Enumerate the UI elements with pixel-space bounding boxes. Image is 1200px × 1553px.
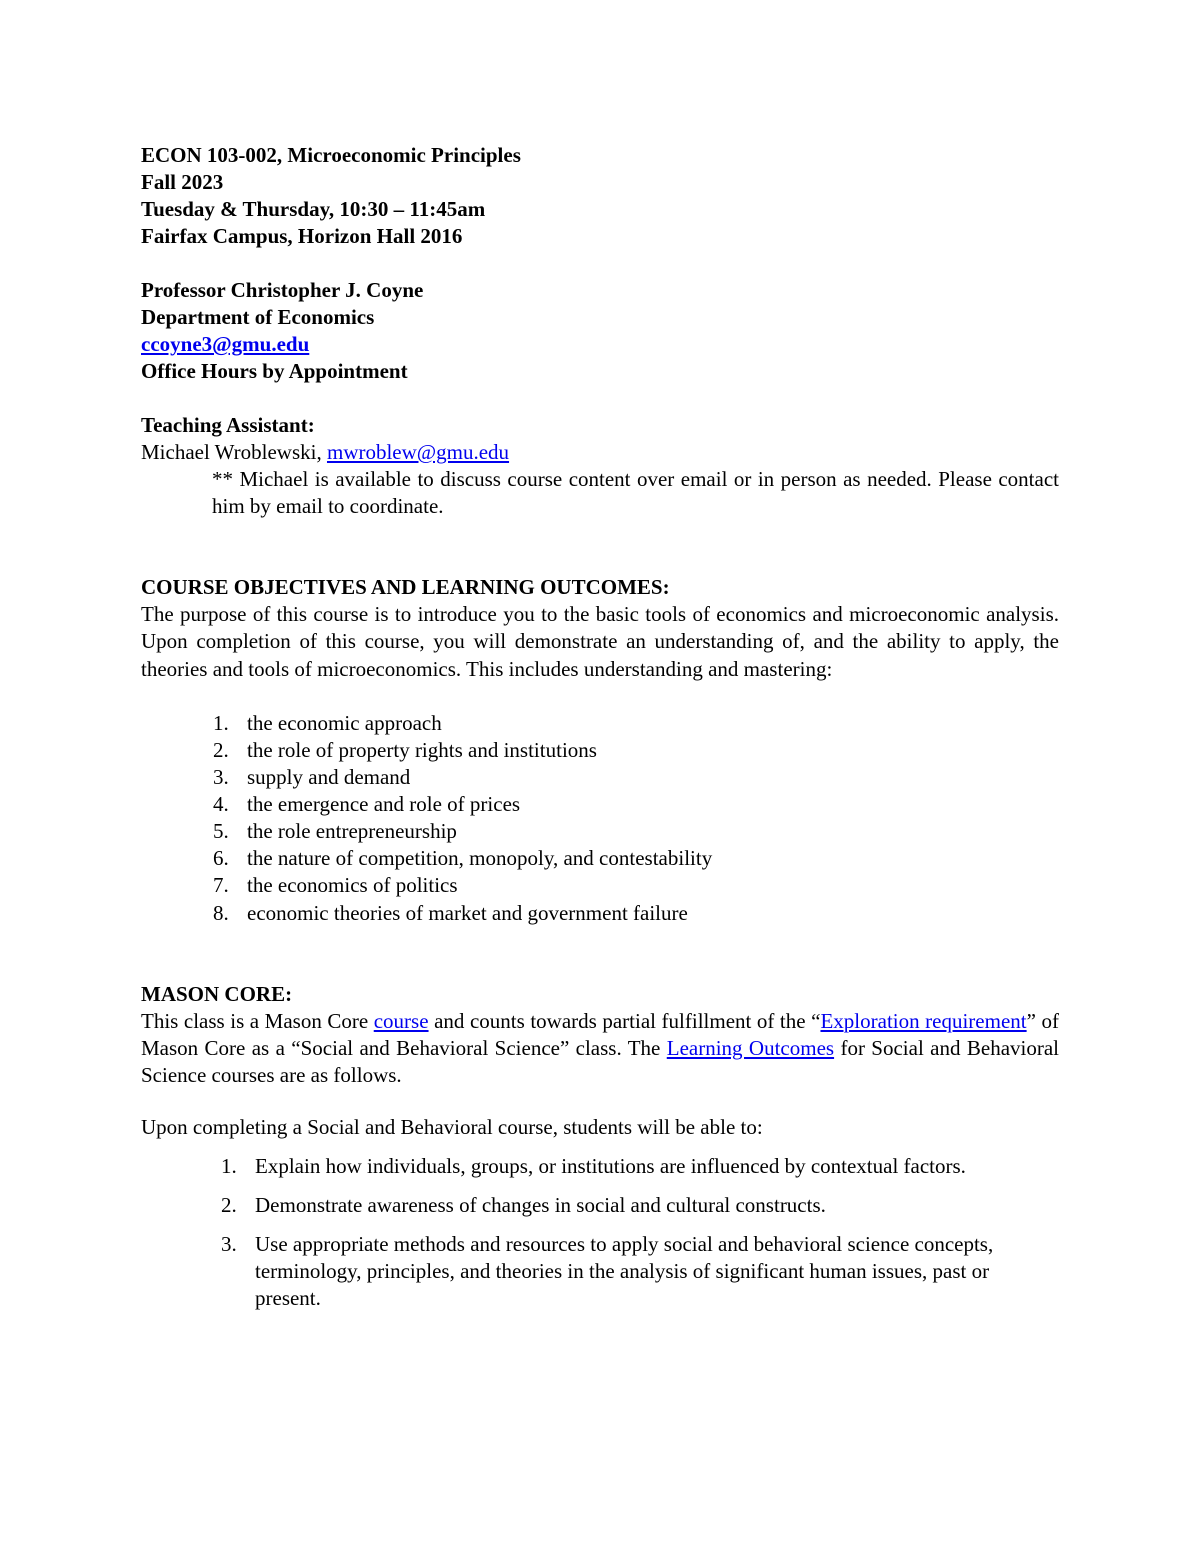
- list-item: 4. the emergence and role of prices: [213, 792, 521, 817]
- objectives-list: [141, 710, 1059, 927]
- course-title: ECON 103-002, Microeconomic Principles: [141, 143, 521, 167]
- ta-heading: Teaching Assistant:: [141, 413, 315, 437]
- ta-note: ** Michael is available to discuss course content over email or in person as needed. Please contact him by email to coordinate.: [212, 467, 1059, 518]
- ta-email-link[interactable]: mwroblew@gmu.edu: [326, 440, 510, 464]
- list-item: 7. the economics of politics: [213, 873, 458, 898]
- objectives-intro: The purpose of this course is to introduce you to the basic tools of economics and microeconomic analysis. Upon completion of this course, you will demonstrate an understanding of, and the ability to apply, the theories and tools of microeconomics. This includes understanding and mastering:: [141, 602, 1059, 681]
- office-hours: Office Hours by Appointment: [141, 359, 408, 383]
- list-item: 1. Explain how individuals, groups, or institutions are influenced by contextual factors.: [221, 1153, 966, 1178]
- syllabus-page: [141, 142, 1059, 1324]
- list-item: 6. the nature of competition, monopoly, and contestability: [213, 846, 713, 871]
- course-location: Fairfax Campus, Horizon Hall 2016: [141, 224, 463, 248]
- exploration-requirement-link[interactable]: Exploration requirement: [820, 1008, 1027, 1033]
- list-item: 2. Demonstrate awareness of changes in social and cultural constructs.: [221, 1192, 826, 1217]
- list-item: 3. supply and demand: [213, 765, 411, 790]
- course-link[interactable]: course: [373, 1008, 429, 1033]
- list-item: 5. the role entrepreneurship: [213, 819, 457, 844]
- mason-core-heading: MASON CORE:: [141, 981, 293, 1006]
- ta-line: [141, 439, 1059, 466]
- ta-name: Michael Wroblewski,: [141, 440, 327, 464]
- list-item: 3. Use appropriate methods and resources to apply social and behavioral science concepts, terminology, principles, and theories in the analysis of significant human issues, past or present.: [221, 1231, 994, 1310]
- mason-core-paragraph: This class is a Mason Core course and counts towards partial fulfillment of the “Exploration requirement” of Mason Core as a “Social and Behavioral Science” class. The Learning Outcomes for Social and Behavioral Science courses are as follows.: [141, 1008, 1059, 1088]
- mason-core-lead: Upon completing a Social and Behavioral course, students will be able to:: [141, 1114, 763, 1139]
- list-item: 2. the role of property rights and institutions: [213, 737, 597, 762]
- course-schedule: Tuesday & Thursday, 10:30 – 11:45am: [141, 197, 486, 221]
- instructor-name: Professor Christopher J. Coyne: [141, 278, 424, 302]
- learning-outcomes-link[interactable]: Learning Outcomes: [666, 1035, 835, 1060]
- mason-core-outcomes-list: [141, 1153, 1059, 1312]
- list-item: 8. economic theories of market and government failure: [213, 900, 688, 925]
- course-term: Fall 2023: [141, 170, 224, 194]
- objectives-heading: COURSE OBJECTIVES AND LEARNING OUTCOMES:: [141, 575, 670, 599]
- instructor-email-link[interactable]: ccoyne3@gmu.edu: [141, 332, 310, 356]
- list-item: 1. the economic approach: [213, 710, 442, 735]
- instructor-department: Department of Economics: [141, 305, 375, 329]
